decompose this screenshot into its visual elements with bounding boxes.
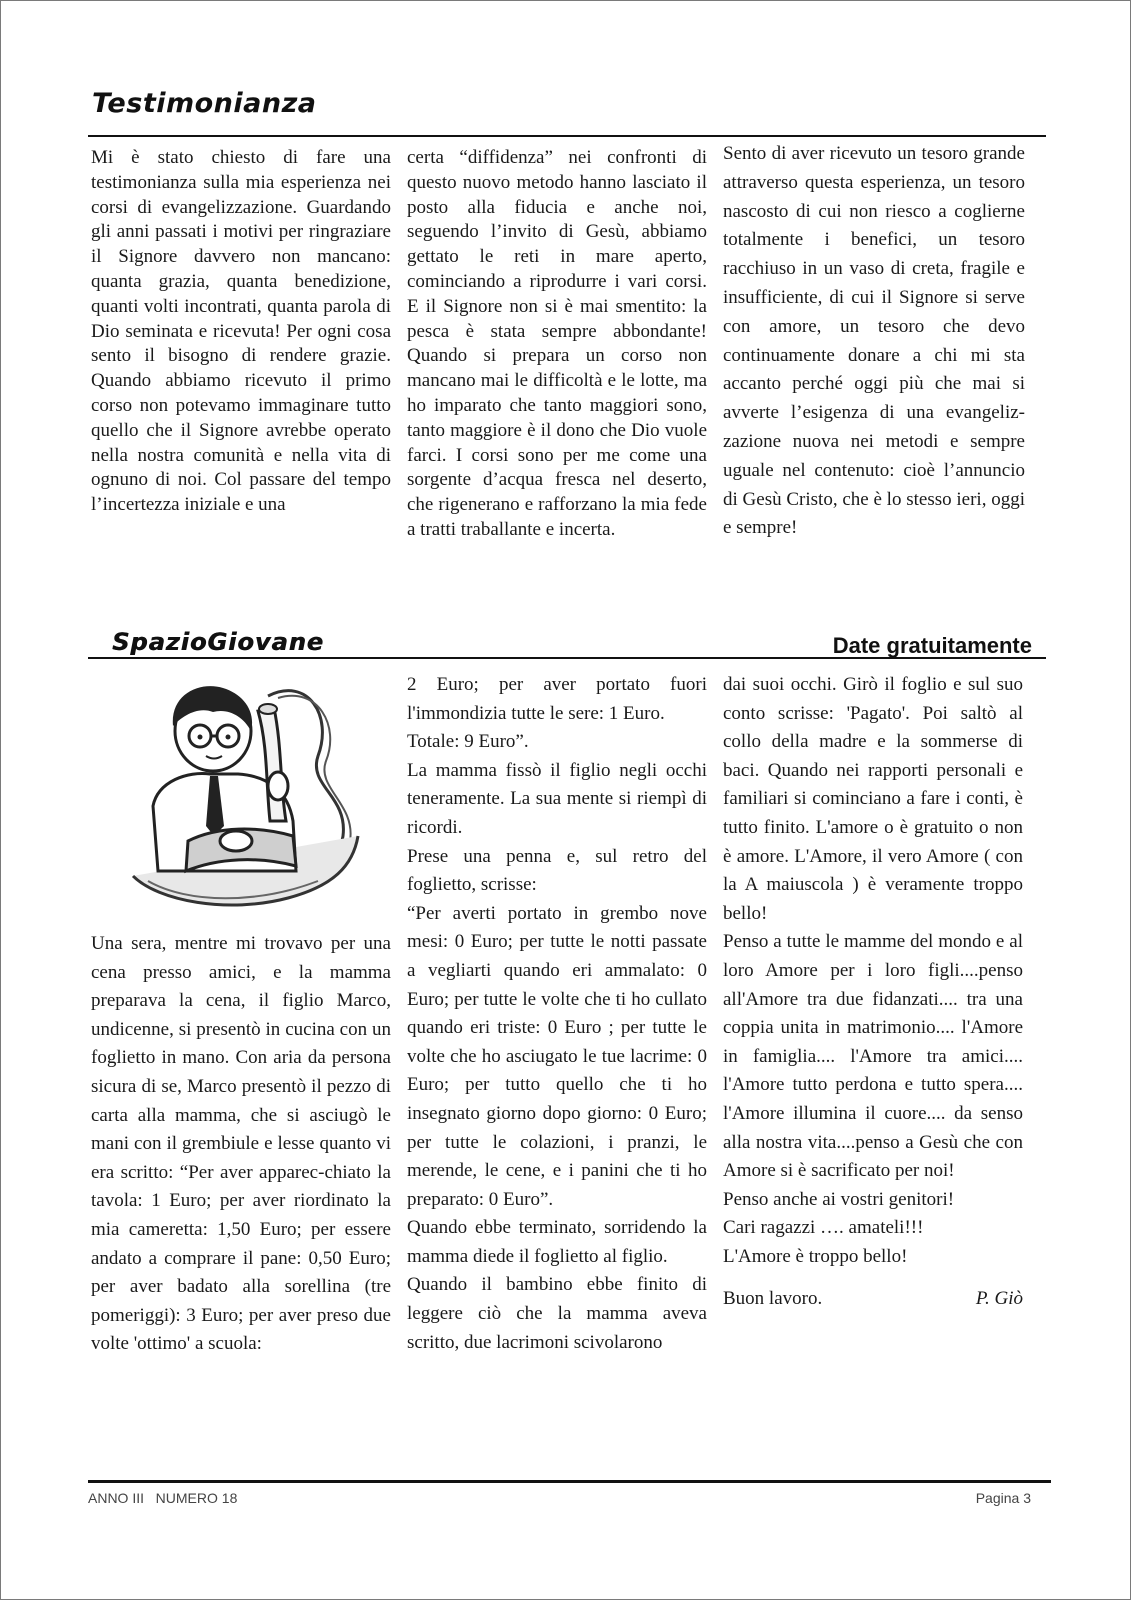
paragraph: certa “diffidenza” nei confronti di questo nuovo metodo hanno lasciato il posto alla fiducia e anche noi, seguendo l’invito di Gesù, abbiamo gettato le reti in mare aperto, cominciando a riprodurre i vari corsi. E il Signore non si è mai smentito: la pesca è stata sempre abbondante! Quando si prepara un corso non mancano mai le difficoltà e le lotte, ma ho imparato che tanto maggiori sono, tanto maggiore è il dono che Dio vuole farci. I corsi sono per me come una sorgente d’acqua fresca nel deserto, che rigenerano e rafforzano la mia fede a tratti traballante e incerta. bbox=[407, 147, 707, 540]
boy-reading-scroll-icon bbox=[118, 676, 368, 918]
testimonianza-column-2 bbox=[407, 146, 707, 543]
paragraph: Totale: 9 Euro”. bbox=[407, 731, 529, 753]
testimonianza-title: Testimonianza bbox=[92, 88, 317, 119]
article-column-3 bbox=[723, 671, 1023, 1314]
paragraph: Prese una penna e, sul retro del foglietto, scrisse: bbox=[407, 845, 707, 896]
paragraph: Sento di aver ricevuto un tesoro grande attraverso questa esperienza, un tesoro nascosto di cui non riesco a coglierne totalmente i benefici, un tesoro racchiuso in un vaso di creta, fragile e insufficiente, di cui il Signore si serve con amore, un tesoro che devo continuamente donare a chi mi sta accanto perché oggi più che mai si avverte l’esigenza di una evangeliz-zazione nuova nei metodi e sempre uguale nel contenuto: cioè l’annuncio di Gesù Cristo, che è lo stesso ieri, oggi e sempre! bbox=[723, 143, 1025, 539]
closing-text: Buon lavoro. bbox=[723, 1288, 823, 1310]
paragraph: L'Amore è troppo bello! bbox=[723, 1245, 908, 1267]
signature-row bbox=[723, 1285, 1023, 1314]
paragraph: dai suoi occhi. Girò il foglio e sul suo conto scrisse: 'Pagato'. Poi saltò al collo della madre e la sommerse di baci. Quando nei rapporti personali e familiari si cominciano a fare i conti, è tutto finito. L'amore o è gratuito o non è amore. L'Amore, il vero Amore ( con la A maiuscola ) è veramente troppo bello! bbox=[723, 674, 1023, 924]
article-title: Date gratuitamente bbox=[832, 633, 1032, 658]
testimonianza-rule bbox=[88, 135, 1046, 137]
paragraph: Cari ragazzi …. amateli!!! bbox=[723, 1217, 924, 1239]
spaziogiovane-title: SpazioGiovane bbox=[112, 628, 324, 656]
article-column-2 bbox=[407, 671, 707, 1357]
paragraph: Quando ebbe terminato, sorridendo la mamma diede il foglietto al figlio. bbox=[407, 1217, 707, 1267]
testimonianza-column-3 bbox=[723, 140, 1025, 543]
footer-rule bbox=[88, 1480, 1051, 1483]
paragraph: La mamma fissò il figlio negli occhi teneramente. La sua mente si riempì di ricordi. bbox=[407, 759, 707, 838]
issue-info: ANNO III NUMERO 18 bbox=[88, 1490, 238, 1506]
paragraph: Una sera, mentre mi trovavo per una cena presso amici, e la mamma preparava la cena, il figlio Marco, undicenne, si presentò in cucina con un foglietto in mano. Con aria da persona sicura di se, Marco presentò il pezzo di carta alla mamma, che si asciugò le mani con il grembiule e lesse quanto vi era scritto: “Per aver apparec-chiato la tavola: 1 Euro; per aver riordinato la mia cameretta: 1,50 Euro; per essere andato a comprare il pane: 0,50 Euro; per aver badato alla sorellina (tre pomeriggi): 3 Euro; per aver preso due volte 'ottimo' a scuola: bbox=[91, 933, 391, 1355]
paragraph: 2 Euro; per aver portato fuori l'immondizia tutte le sere: 1 Euro. bbox=[407, 674, 707, 724]
article-column-1 bbox=[91, 930, 391, 1359]
testimonianza-column-1 bbox=[91, 146, 391, 518]
page-number: Pagina 3 bbox=[975, 1490, 1031, 1506]
paragraph: Penso a tutte le mamme del mondo e al loro Amore per i loro figli....penso all'Amore tra due fidanzati.... tra una coppia unita in matrimonio.... l'Amore in famiglia.... l'Amore tra amici.... l'Amore tutto perdona e tutto spera.... l'Amore illumina il cuore.... da senso alla nostra vita....penso a Gesù che con Amore si è sacrificato per noi! bbox=[723, 931, 1023, 1182]
author-signature: P. Giò bbox=[975, 1288, 1023, 1310]
paragraph: “Per averti portato in grembo nove mesi: 0 Euro; per tutte le notti passate a vegliarti quando eri ammalato: 0 Euro; per tutte le volte che ti ho cullato quando eri triste: 0 Euro ; per tutte le volte che ho asciugato le tue lacrime: 0 Euro; per tutto quello che ti ho insegnato giorno dopo giorno: 0 Euro; per tutte le colazioni, i pranzi, le merende, le cene, e i panini che ti ho preparato: 0 Euro”. bbox=[407, 902, 707, 1210]
paragraph: Quando il bambino ebbe finito di leggere ciò che la mamma aveva scritto, due lacrimoni scivolarono bbox=[407, 1274, 707, 1353]
spaziogiovane-rule bbox=[88, 657, 1046, 659]
paragraph: Penso anche ai vostri genitori! bbox=[723, 1188, 955, 1210]
paragraph: Mi è stato chiesto di fare una testimonianza sulla mia esperienza nei corsi di evangelizzazione. Guardando gli anni passati i motivi per ringraziare il Signore davvero non mancano: quanta grazia, quanta benedizione, quanti volti incontrati, quanta parola di Dio seminata e ricevuta! Per ogni cosa sento il bisogno di rendere grazie. Quando abbiamo ricevuto il primo corso non potevamo immaginare tutto quello che il Signore avrebbe operato nella nostra comunità e nella vita di ognuno di noi. Col passare del tempo l’incertezza iniziale e una bbox=[91, 147, 391, 516]
